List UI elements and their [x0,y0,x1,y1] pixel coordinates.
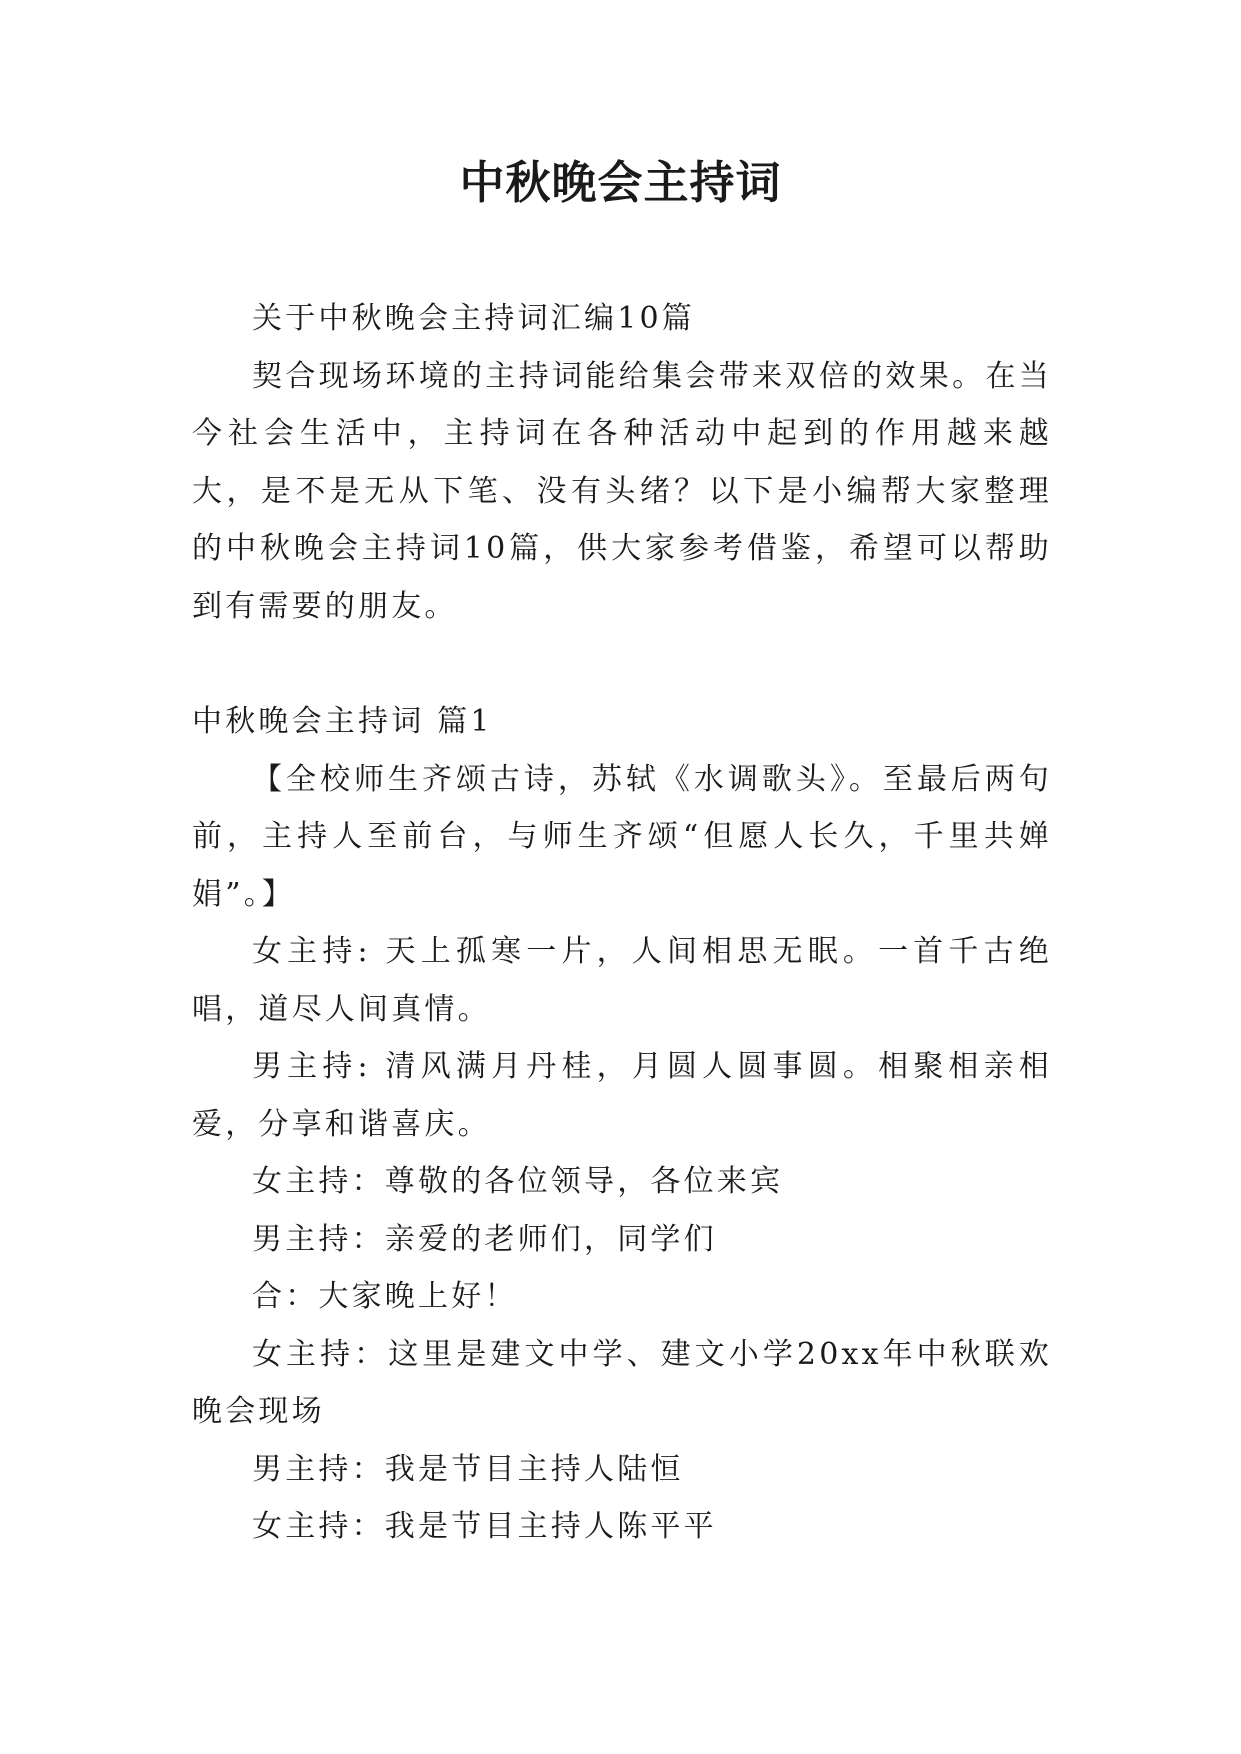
document-body [192,290,1052,1556]
body-paragraph-male-host-2: 男主持：亲爱的老师们，同学们 [252,1221,717,1257]
subtitle-paragraph: 关于中秋晚会主持词汇编10篇 [252,301,695,336]
intro-paragraph: 契合现场环境的主持词能给集会带来双倍的效果。在当今社会生活中，主持词在各种活动中起到的作用越来越大，是不是无从下笔、没有头绪？以下是小编帮大家整理的中秋晚会主持词10篇，供大家参考借鉴，希望可以帮助到有需要的朋友。 [192,358,1052,624]
section-heading: 中秋晚会主持词 篇1 [192,704,493,739]
body-paragraph-female-host-2: 女主持：尊敬的各位领导，各位来宾 [252,1164,784,1199]
body-paragraph-male-host-1: 男主持: 清风满月丹桂，月圆人圆事圆。相聚相亲相爱，分享和谐喜庆。 [192,1049,1052,1142]
body-paragraph-male-host-3: 男主持：我是节目主持人陆恒 [252,1451,684,1487]
document-title: 中秋晚会主持词 [459,156,782,209]
body-paragraph-stage-direction: 【全校师生齐颂古诗，苏轼《水调歌头》。至最后两句前，主持人至前台，与师生齐颂“但愿人长久，千里共婵娟”。】 [192,761,1052,912]
body-paragraph-female-host-3: 女主持：这里是建文中学、建文小学20xx年中秋联欢晚会现场 [192,1336,1052,1429]
body-paragraph-female-host-4: 女主持：我是节目主持人陈平平 [252,1509,717,1544]
paragraph-spacer [192,635,1052,693]
body-paragraph-together: 合：大家晚上好！ [252,1279,518,1314]
body-paragraph-female-host-1: 女主持: 天上孤寒一片，人间相思无眠。一首千古绝唱，道尽人间真情。 [192,934,1052,1027]
